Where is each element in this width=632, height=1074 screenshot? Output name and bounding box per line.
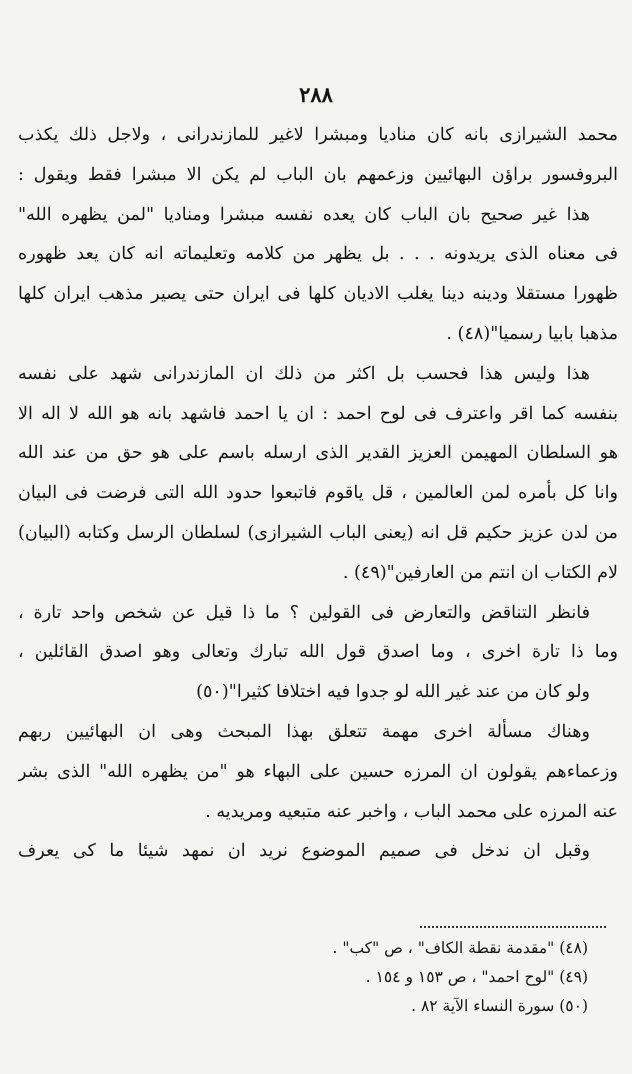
body-text <box>18 116 618 872</box>
footnote: (٤٩) "لوح احمد" ، ص ١٥٣ و ١٥٤ . <box>365 968 588 986</box>
footnote-divider <box>420 926 606 928</box>
quran-verse-line: ولو كان من عند غير الله لو جدوا فيه اختلافا كثيرا"(٥٠) <box>196 682 590 703</box>
text-line: لام الكتاب ان انتم من العارفين"(٤٩) . <box>342 562 618 583</box>
paragraph-start-line: وهناك مسألة اخرى مهمة تتعلق بهذا المبحث وهى ان البهائيين ربهم <box>18 721 590 742</box>
footnote: (٥٠) سورة النساء الآية ٨٢ . <box>411 997 588 1015</box>
text-line: وانا كل بأمره لمن العالمين ، قل ياقوم فاتبعوا حدود الله التى فرضت فى البيان <box>18 483 618 504</box>
paragraph-start-line: فانظر التناقض والتعارض فى القولين ؟ ما ذا قيل عن شخص واحد تارة ، <box>18 602 590 623</box>
paragraph-start-line: هذا وليس هذا فحسب بل اكثر من ذلك ان المازندرانى شهد على نفسه <box>18 363 590 384</box>
text-line: عنه المرزه على محمد الباب ، واخبر عنه متبعيه ومريديه . <box>205 801 618 822</box>
text-line: محمد الشيرازى بانه كان مناديا ومبشرا لاغير للمازندرانى ، ولاجل ذلك يكذب <box>18 125 618 145</box>
text-line: فى معناه الذى يريدونه . . . بل يظهر من كلامه وتعليماته انه كان يعد ظهوره <box>18 244 618 265</box>
text-line: مذهبا بابيا رسميا"(٤٨) . <box>446 323 618 344</box>
text-line: وزعماءهم يقولون ان المرزه حسين على البهاء هو "من يظهره الله" الذى بشر <box>18 761 618 782</box>
text-line: ظهورا مستقلا ودينه دينا يغلب الاديان كلها فى ايران حتى يصير مذهب ايران كلها <box>18 284 618 305</box>
text-line: البروفسور براؤن البهائيين وزعمهم بان الباب لم يكن الا مبشرا فقط ويقول : <box>18 164 618 185</box>
page-number: ٢٨٨ <box>299 82 333 107</box>
text-line: وما ذا تارة اخرى ، وما اصدق قول الله تبارك وتعالى وهو اصدق القائلين ، <box>18 642 618 663</box>
paragraph-start-line: وقبل ان ندخل فى صميم الموضوع نريد ان نمهد شيئا ما كى يعرف <box>18 841 590 862</box>
text-line: هو السلطان المهيمن العزيز القدير الذى ارسله باسم على هو حق من عند الله <box>18 443 618 464</box>
text-line: من لدن عزيز حكيم قل انه (يعنى الباب الشيرازى) لسلطان الرسل وكتابه (البيان) <box>18 522 618 543</box>
footnote: (٤٨) "مقدمة نقطة الكاف" ، ص "كب" . <box>332 939 588 957</box>
quote-line: هذا غير صحيح بان الباب كان يعده نفسه مبشرا ومناديا "لمن يظهره الله" <box>18 204 590 225</box>
text-line: بنفسه كما اقر واعترف فى لوح احمد : ان يا احمد فاشهد بانه هو الله لا اله الا <box>18 403 618 424</box>
footnotes <box>18 934 588 1021</box>
